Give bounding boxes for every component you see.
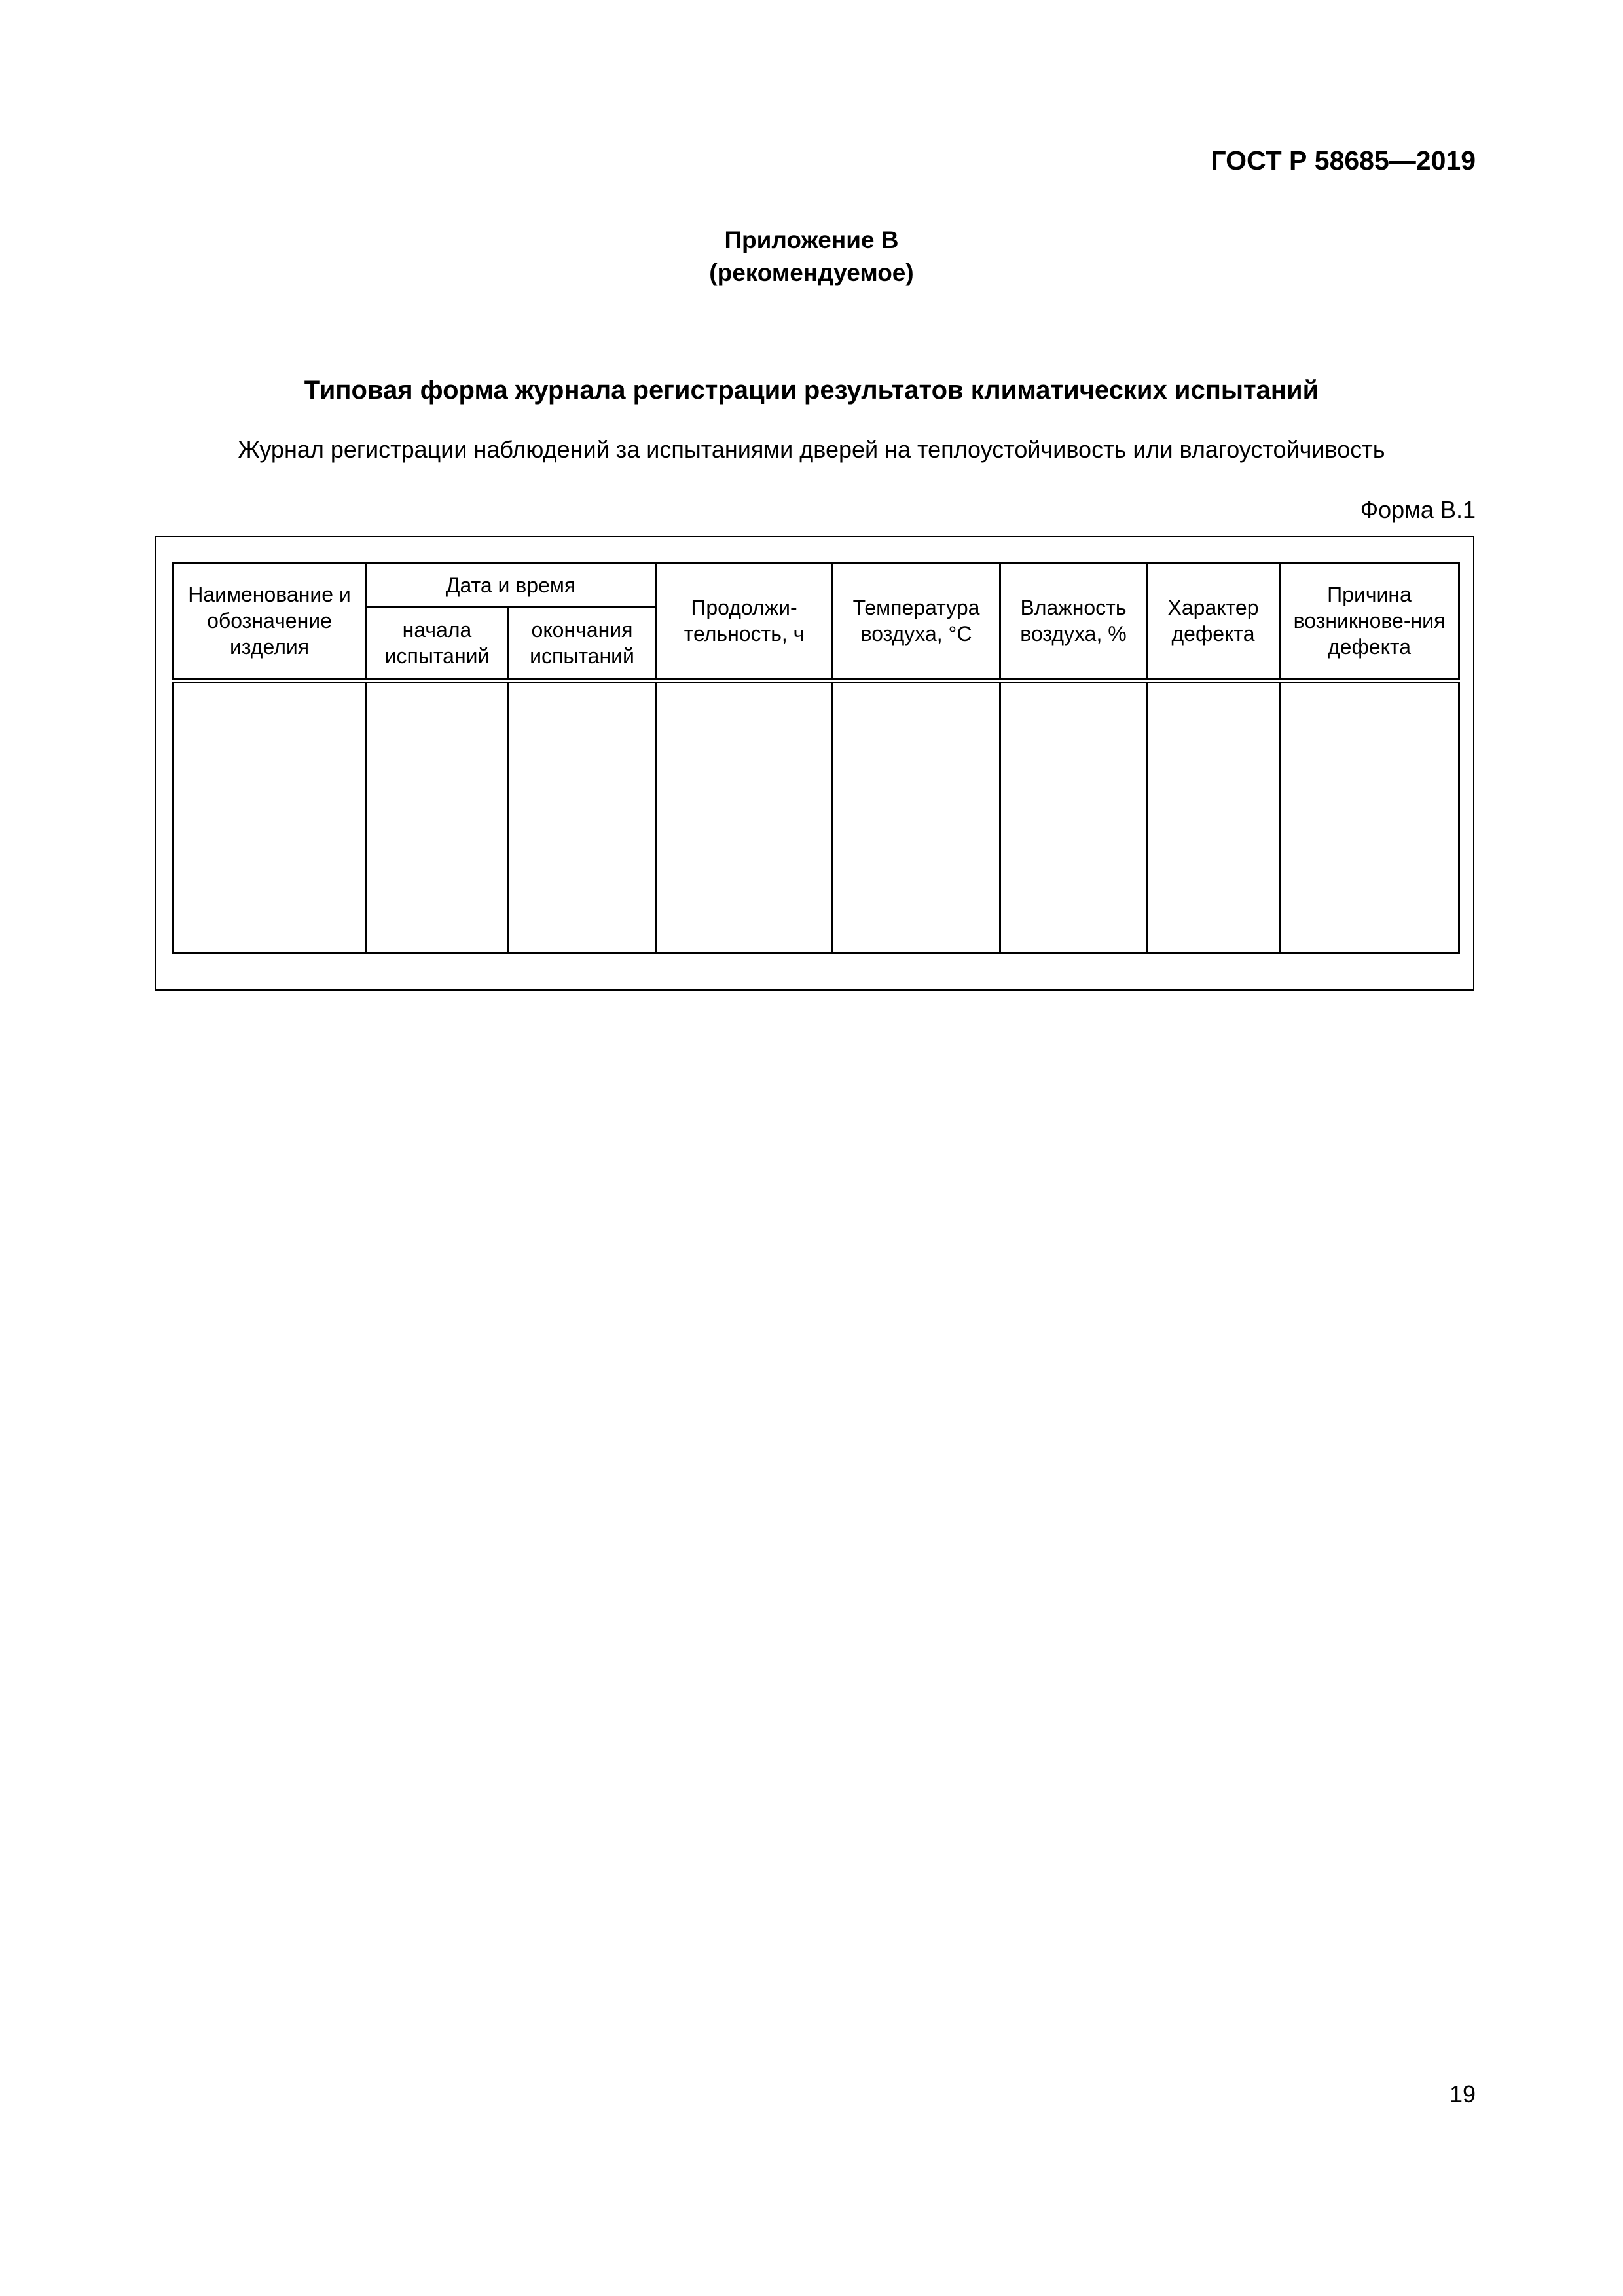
- document-subtitle: Журнал регистрации наблюдений за испытаниями дверей на теплоустойчивость или влагоустойчивость: [238, 436, 1385, 463]
- page-number: 19: [1449, 2081, 1476, 2107]
- cell-cause[interactable]: [1280, 681, 1459, 953]
- table-row: [173, 681, 1459, 953]
- cell-humidity[interactable]: [1000, 681, 1147, 953]
- appendix-heading: [0, 224, 1623, 289]
- header-cause: Причина возникнове-ния дефекта: [1280, 563, 1459, 681]
- header-start: начала испытаний: [366, 608, 509, 681]
- header-duration: Продолжи-тельность, ч: [656, 563, 833, 681]
- header-name: Наименование и обозначение изделия: [173, 563, 366, 681]
- cell-defect[interactable]: [1147, 681, 1280, 953]
- header-end: окончания испытаний: [509, 608, 656, 681]
- cell-end[interactable]: [509, 681, 656, 953]
- standard-number: ГОСТ Р 58685—2019: [1211, 145, 1476, 175]
- cell-start[interactable]: [366, 681, 509, 953]
- journal-table: [172, 562, 1460, 954]
- header-defect: Характер дефекта: [1147, 563, 1280, 681]
- header-temperature: Температура воздуха, °С: [833, 563, 1000, 681]
- appendix-title: Приложение В: [724, 227, 899, 253]
- document-title: Типовая форма журнала регистрации результатов климатических испытаний: [304, 376, 1319, 405]
- header-datetime: Дата и время: [366, 563, 656, 608]
- cell-duration[interactable]: [656, 681, 833, 953]
- header-humidity: Влажность воздуха, %: [1000, 563, 1147, 681]
- appendix-status: (рекомендуемое): [709, 259, 914, 286]
- cell-name[interactable]: [173, 681, 366, 953]
- cell-temperature[interactable]: [833, 681, 1000, 953]
- form-label: Форма В.1: [1360, 496, 1476, 523]
